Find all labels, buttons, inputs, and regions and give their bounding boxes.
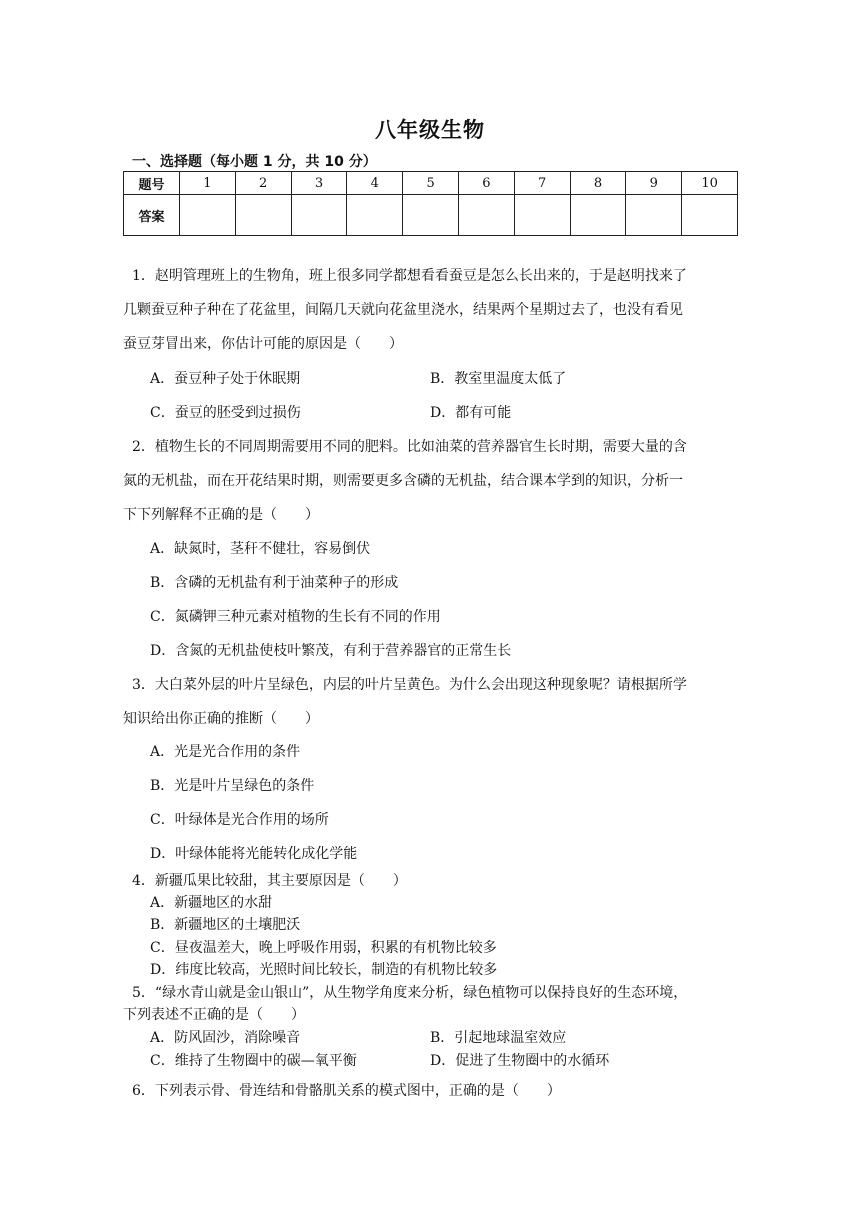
question-4-option-a: A．新疆地区的水甜 <box>150 895 273 911</box>
answer-cell[interactable] <box>458 195 514 236</box>
answer-cell[interactable] <box>291 195 347 236</box>
question-1-line: 蚕豆芽冒出来，你估计可能的原因是（ ） <box>123 336 403 352</box>
answer-cell[interactable] <box>682 195 738 236</box>
table-header-cell: 题号 <box>124 172 180 195</box>
table-row <box>124 195 738 236</box>
section-heading: 一、选择题（每小题 1 分，共 10 分） <box>132 154 377 170</box>
question-5-option-d: D．促进了生物圈中的水循环 <box>430 1053 610 1069</box>
page-title: 八年级生物 <box>375 118 485 142</box>
question-number-cell: 6 <box>458 172 514 195</box>
question-1-line: 1．赵明管理班上的生物角，班上很多同学都想看看蚕豆是怎么长出来的，于是赵明找来了 <box>132 268 687 284</box>
question-1-option-a: A．蚕豆种子处于休眠期 <box>150 371 301 387</box>
question-1-line: 几颗蚕豆种子种在了花盆里，间隔几天就向花盆里浇水，结果两个星期过去了，也没有看见 <box>123 302 683 318</box>
question-2-option-d: D．含氮的无机盐使枝叶繁茂，有利于营养器官的正常生长 <box>150 643 512 659</box>
question-5-option-b: B．引起地球温室效应 <box>430 1030 567 1046</box>
question-number-cell: 4 <box>347 172 403 195</box>
question-5-line: 下列表述不正确的是（ ） <box>123 1007 305 1023</box>
question-5-line: 5．“绿水青山就是金山银山”，从生物学角度来分析，绿色植物可以保持良好的生态环境， <box>132 985 688 1001</box>
question-2-line: 氮的无机盐，而在开花结果时期，则需要更多含磷的无机盐，结合课本学到的知识，分析一 <box>123 473 683 489</box>
question-2-line: 2．植物生长的不同周期需要用不同的肥料。比如油菜的营养器官生长时期，需要大量的含 <box>132 439 687 455</box>
question-1-option-c: C．蚕豆的胚受到过损伤 <box>150 405 301 421</box>
answer-cell[interactable] <box>570 195 626 236</box>
question-6-stem: 6．下列表示骨、骨连结和骨骼肌关系的模式图中，正确的是（ ） <box>132 1083 561 1099</box>
question-3-option-b: B．光是叶片呈绿色的条件 <box>150 778 315 794</box>
question-4-option-d: D．纬度比较高，光照时间比较长，制造的有机物比较多 <box>150 962 498 978</box>
question-3-option-d: D．叶绿体能将光能转化成化学能 <box>150 846 358 862</box>
question-number-cell: 9 <box>626 172 682 195</box>
question-3-line: 3．大白菜外层的叶片呈绿色，内层的叶片呈黄色。为什么会出现这种现象呢？请根据所学 <box>132 677 687 693</box>
answer-cell[interactable] <box>403 195 459 236</box>
question-4-stem: 4．新疆瓜果比较甜，其主要原因是（ ） <box>132 873 407 889</box>
table-header-cell: 答案 <box>124 195 180 236</box>
answer-cell[interactable] <box>235 195 291 236</box>
question-3-option-a: A．光是光合作用的条件 <box>150 744 301 760</box>
question-number-cell: 8 <box>570 172 626 195</box>
question-2-option-b: B．含磷的无机盐有利于油菜种子的形成 <box>150 575 399 591</box>
question-number-cell: 1 <box>180 172 236 195</box>
answer-cell[interactable] <box>514 195 570 236</box>
answer-cell[interactable] <box>626 195 682 236</box>
question-2-option-a: A．缺氮时，茎秆不健壮，容易倒伏 <box>150 541 371 557</box>
question-4-option-b: B．新疆地区的土壤肥沃 <box>150 917 301 933</box>
question-5-option-c: C．维持了生物圈中的碳—氧平衡 <box>150 1053 357 1069</box>
question-5-option-a: A．防风固沙，消除噪音 <box>150 1030 301 1046</box>
answer-cell[interactable] <box>347 195 403 236</box>
question-3-option-c: C．叶绿体是光合作用的场所 <box>150 812 329 828</box>
question-2-option-c: C．氮磷钾三种元素对植物的生长有不同的作用 <box>150 609 441 625</box>
question-number-cell: 10 <box>682 172 738 195</box>
question-number-cell: 2 <box>235 172 291 195</box>
question-3-line: 知识给出你正确的推断（ ） <box>123 711 319 727</box>
question-number-cell: 5 <box>403 172 459 195</box>
answer-cell[interactable] <box>180 195 236 236</box>
question-4-option-c: C．昼夜温差大，晚上呼吸作用弱，积累的有机物比较多 <box>150 940 497 956</box>
answer-table <box>123 171 738 236</box>
table-row <box>124 172 738 195</box>
question-1-option-d: D．都有可能 <box>430 405 512 421</box>
question-number-cell: 7 <box>514 172 570 195</box>
question-2-line: 下下列解释不正确的是（ ） <box>123 507 319 523</box>
question-1-option-b: B．教室里温度太低了 <box>430 371 567 387</box>
question-number-cell: 3 <box>291 172 347 195</box>
